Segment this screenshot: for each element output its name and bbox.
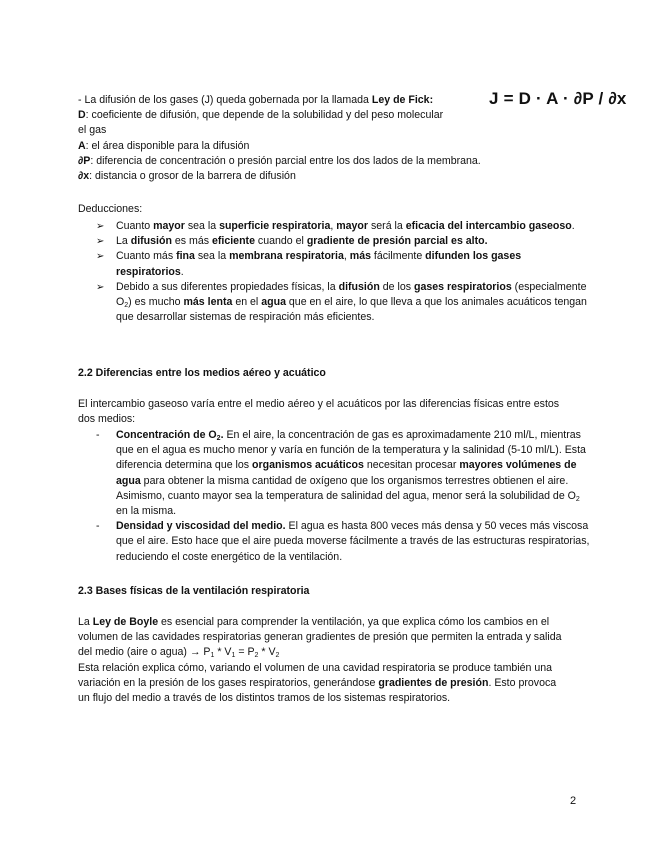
dash-bullet: - [96,429,100,441]
list-item: - Concentración de $O_2$. En el aire, la concentración de gas es aproximadamente 210 ml/L, mientras que en el agua es mucho menor y varía en función de la temperatura y la salinidad (5-10 ml/L). Esta diferencia determina que los organismos acuáticos necesitan procesar mayores volúmenes de agua para obtener la misma cantidad de oxígeno que los organismos terrestres obtienen el aire. Asimismo, cuanto mayor sea la temperatura de salinidad del agua, menor será la solubilidad de $O_2$ en la misma. [96,429,586,518]
pressure-gradient-paragraph: Esta relación explica cómo, variando el volumen de una cavidad respiratoria se produce también una variación en la presión de los gases respiratorios, generándose gradientes de presión. Esto provoca un flujo del medio a través de los distintos tramos de los sistemas respiratorios. [78,661,557,705]
boyle-law-paragraph: La Ley de Boyle es esencial para comprender la ventilación, ya que explica cómo los cambios en el volumen de las cavidades respiratorias generan gradientes de presión que permiten la entrada y salida del medio (aire o agua) → $P_1 * V_1 = P_2 * V_2$ [78,616,562,660]
fick-p-definition: ∂P: diferencia de concentración o presión parcial entre los dos lados de la membrana. [78,154,481,167]
section-2-3-body [78,615,568,706]
page-number: 2 [570,795,577,807]
fick-x-definition: ∂x: distancia o grosor de la barrera de difusión [78,170,296,183]
dash-bullet: - [96,520,100,533]
list-item: ➢ Cuanto mayor sea la superficie respiratoria, mayor será la eficacia del intercambio gaseoso. [94,219,590,234]
deductions-list [94,219,590,325]
fick-law-formula: J = D · A · ∂P / ∂x [489,89,627,108]
fick-d-definition: D: coeficiente de difusión, que depende de la solubilidad y del peso molecular el gas [78,109,444,137]
list-item: ➢ Debido a sus diferentes propiedades físicas, la difusión de los gases respiratorios (especialmente $O_2$) es mucho más lenta en el agua que en el aire, lo que lleva a que los animales acuáticos tengan que desarrollar sistemas de respiración más eficientes. [96,280,587,324]
deductions-title: Deducciones: [78,203,143,215]
fick-a-definition: A: el área disponible para la difusión [78,139,250,152]
arrow-bullet-icon: ➢ [96,236,105,248]
list-item: ➢ Cuanto más fina sea la membrana respiratoria, más fácilmente difunden los gases respiratorios. [96,250,522,278]
section-2-2-intro: El intercambio gaseoso varía entre el medio aéreo y el acuáticos por las diferencias físicas entre estos dos medios: [78,398,560,426]
medium-differences-list [94,428,594,565]
fick-law-block [78,93,488,184]
list-item: ➢ La difusión es más eficiente cuando el gradiente de presión parcial es alto. [94,234,590,249]
section-heading-2-3: 2.3 Bases físicas de la ventilación respiratoria [78,585,310,597]
arrow-bullet-icon: ➢ [96,221,105,232]
list-item: - Densidad y viscosidad del medio. El agua es hasta 800 veces más densa y 50 veces más viscosa que el aire. Esto hace que el aire pueda moverse fácilmente a través de las estructuras respiratorias, reduciendo el coste energético de la ventilación. [96,520,590,563]
fick-intro: - La difusión de los gases (J) queda gobernada por la llamada Ley de Fick: [78,94,434,106]
arrow-bullet-icon: ➢ [96,251,105,263]
section-heading-2-2: 2.2 Diferencias entre los medios aéreo y acuático [78,367,326,379]
arrow-bullet-icon: ➢ [96,281,105,293]
